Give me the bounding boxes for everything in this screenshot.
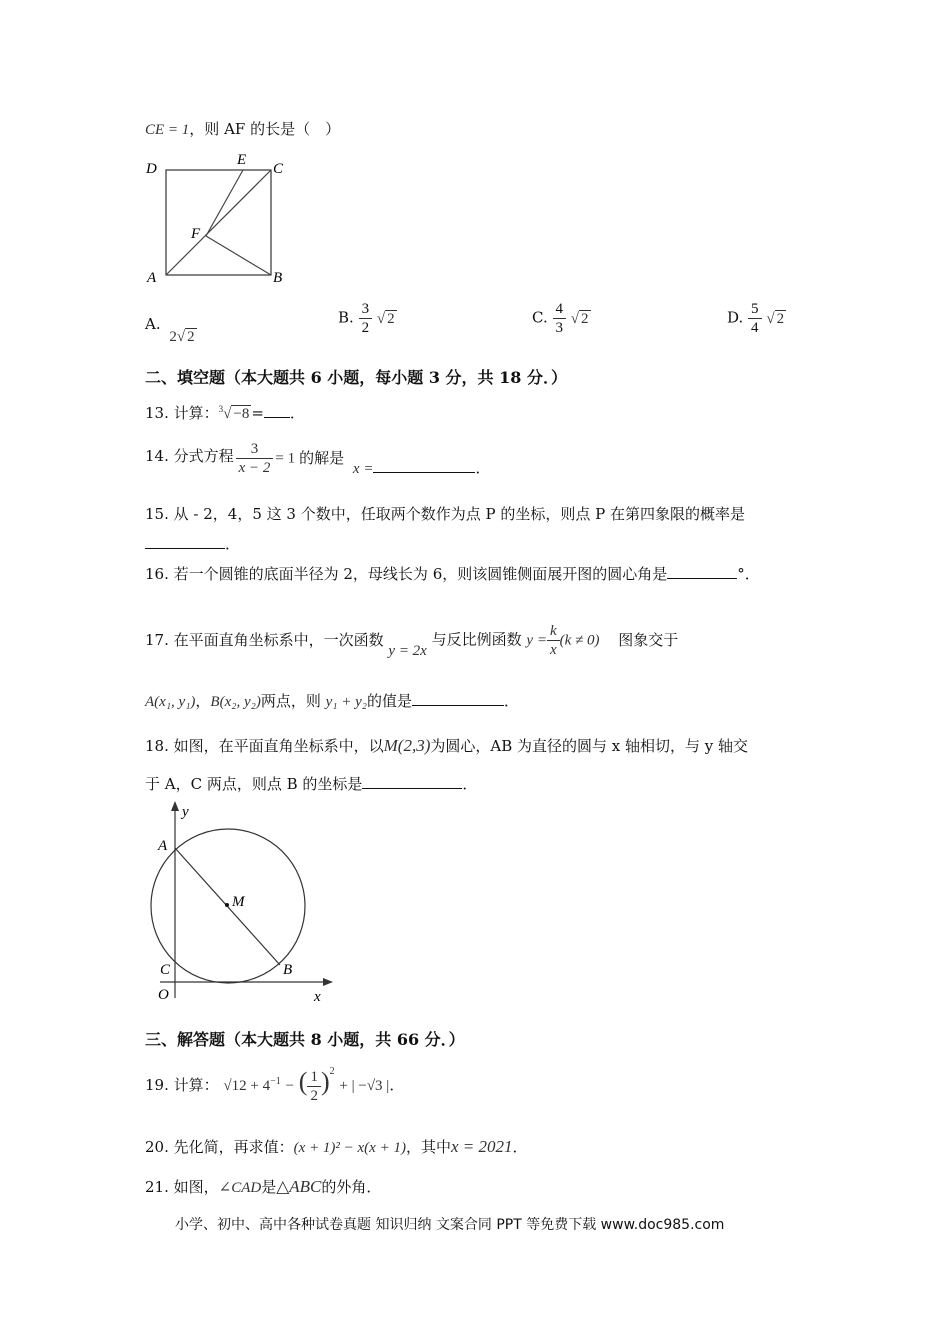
option-d[interactable] xyxy=(727,300,786,337)
option-b-label: B. xyxy=(338,308,354,327)
q19-square: 2 xyxy=(329,1066,335,1077)
diagonal-ac xyxy=(166,170,271,275)
label-b: B xyxy=(273,270,283,286)
center-point xyxy=(225,903,229,907)
section-2-heading: 二、填空题（本大题共 6 小题，每小题 3 分，共 18 分．） xyxy=(145,368,567,387)
option-a[interactable] xyxy=(145,315,197,345)
option-c-root: √ 2 xyxy=(570,310,589,327)
option-b-root: √ 2 xyxy=(376,310,395,327)
question-18: 18. 如图，在平面直角坐标系中，以M(2,3)为圆心，AB 为直径的圆与 x 轴相切，与 y 轴交 xyxy=(145,736,748,755)
q20-value: x = 2021 xyxy=(450,1137,513,1156)
inverse-fraction: $\frac{k}{x}$ xyxy=(547,622,560,659)
answer-blank-18[interactable] xyxy=(362,788,462,789)
inverse-condition: (k ≠ 0) xyxy=(559,632,600,649)
option-c-fraction: $\frac{4}{3}$ xyxy=(553,300,567,337)
label-f: F xyxy=(191,226,201,242)
option-c[interactable] xyxy=(532,300,591,337)
option-b-fraction: $\frac{3}{2}$ xyxy=(359,300,373,337)
question-18-line2: 于 A，C 两点，则点 B 的坐标是 ． xyxy=(145,775,478,793)
q14-fraction: $\frac{3}{x - 2}$ xyxy=(236,440,274,477)
cube-root: √ −8 xyxy=(223,406,250,422)
question-16: 16. 若一个圆锥的底面半径为 2，母线长为 6，则该圆锥侧面展开图的圆心角是 °． xyxy=(145,565,760,583)
question-17-line2: A(x₁, y₁)，B(x₂, y₂)两点，则 y₁ + y₂的值是 ． xyxy=(145,692,520,710)
label-y: y xyxy=(182,804,189,820)
question-19: 19. 计算： $√12 + 4^{-1}$ − ( $\frac{1}{2}$ )$^2$ + | −√3 |． xyxy=(145,1066,405,1104)
label-e: E xyxy=(237,152,247,168)
triangle-abc: △ABC xyxy=(276,1177,322,1196)
question-20: 20. 先化简，再求值：(x + 1)² − x(x + 1)，其中x = 2021． xyxy=(145,1137,528,1156)
q12-tail xyxy=(145,118,340,139)
option-d-fraction: $\frac{5}{4}$ xyxy=(748,300,762,337)
section-3-heading: 三、解答题（本大题共 8 小题，共 66 分．） xyxy=(145,1030,465,1049)
label-a: A xyxy=(147,270,157,286)
point-a: A(x₁, y₁) xyxy=(145,694,196,710)
answer-blank-14[interactable] xyxy=(373,472,475,473)
point-b: B(x₂, y₂) xyxy=(210,694,261,710)
answer-blank-17[interactable] xyxy=(412,705,504,706)
q14-rhs: = 1 xyxy=(275,450,296,467)
option-a-value: 2√ 2 xyxy=(169,329,195,345)
label-o: O xyxy=(158,987,169,1003)
question-21: 21. 如图，∠CAD是△ABC的外角． xyxy=(145,1177,382,1196)
x-arrow xyxy=(323,978,333,986)
option-a-label: A. xyxy=(145,315,161,333)
question-15: 15. 从 - 2，4，5 这 3 个数中，任取两个数作为点 P 的坐标，则点 P 在第四象限的概率是 xyxy=(145,505,745,523)
q19-fraction: $\frac{1}{2}$ xyxy=(307,1068,321,1105)
footer-text: 小学、初中、高中各种试卷真题 知识归纳 文案合同 PPT 等免费下载 www.doc985.com xyxy=(175,1217,725,1233)
sum-expression: y₁ + y₂ xyxy=(325,694,367,710)
y-arrow xyxy=(171,801,179,811)
circle-figure xyxy=(140,798,340,1008)
q20-expression: (x + 1)² − x(x + 1) xyxy=(293,1140,406,1156)
q12-question: ，则 AF 的长是（ ） xyxy=(189,120,341,138)
label-a: A xyxy=(158,838,168,854)
q19-expr1: √12 + 4 xyxy=(223,1078,271,1094)
option-c-label: C. xyxy=(532,308,548,327)
q14-x: x = xyxy=(352,460,374,477)
label-c: C xyxy=(160,962,171,978)
answer-blank-15[interactable] xyxy=(145,548,225,549)
q19-tail: + | −√3 | xyxy=(339,1078,390,1094)
square-figure xyxy=(140,148,300,288)
question-17: 17. 在平面直角坐标系中，一次函数 y = 2x 与反比例函数 y = $\frac{k}{x}$ (k ≠ 0) 图象交于 xyxy=(145,623,679,659)
option-d-root: √ 2 xyxy=(766,310,785,327)
label-x: x xyxy=(314,989,321,1005)
label-d: D xyxy=(146,161,157,177)
ce-equation: CE = 1 xyxy=(145,122,190,138)
segment-fb xyxy=(206,236,271,275)
answer-blank-13[interactable] xyxy=(264,417,290,418)
linear-function: y = 2x xyxy=(388,642,427,659)
answer-blank-16[interactable] xyxy=(667,578,737,579)
label-m: M xyxy=(232,894,245,910)
option-d-label: D. xyxy=(727,308,744,327)
angle-cad: ∠CAD xyxy=(218,1180,262,1196)
question-13: 13. 计算：$^3$√ −8 = ． xyxy=(145,404,305,422)
center-m: M(2,3) xyxy=(383,736,431,755)
question-15-line2: ． xyxy=(145,533,240,554)
root-index: 3 xyxy=(218,404,224,414)
label-b: B xyxy=(283,962,293,978)
inverse-y: y = xyxy=(526,632,547,649)
option-b[interactable] xyxy=(338,300,397,337)
question-14: 14. 分式方程 $\frac{3}{x - 2}$ = 1 的解是 x = ． xyxy=(145,441,491,477)
label-c: C xyxy=(273,161,284,177)
q19-exponent: −1 xyxy=(270,1076,281,1087)
